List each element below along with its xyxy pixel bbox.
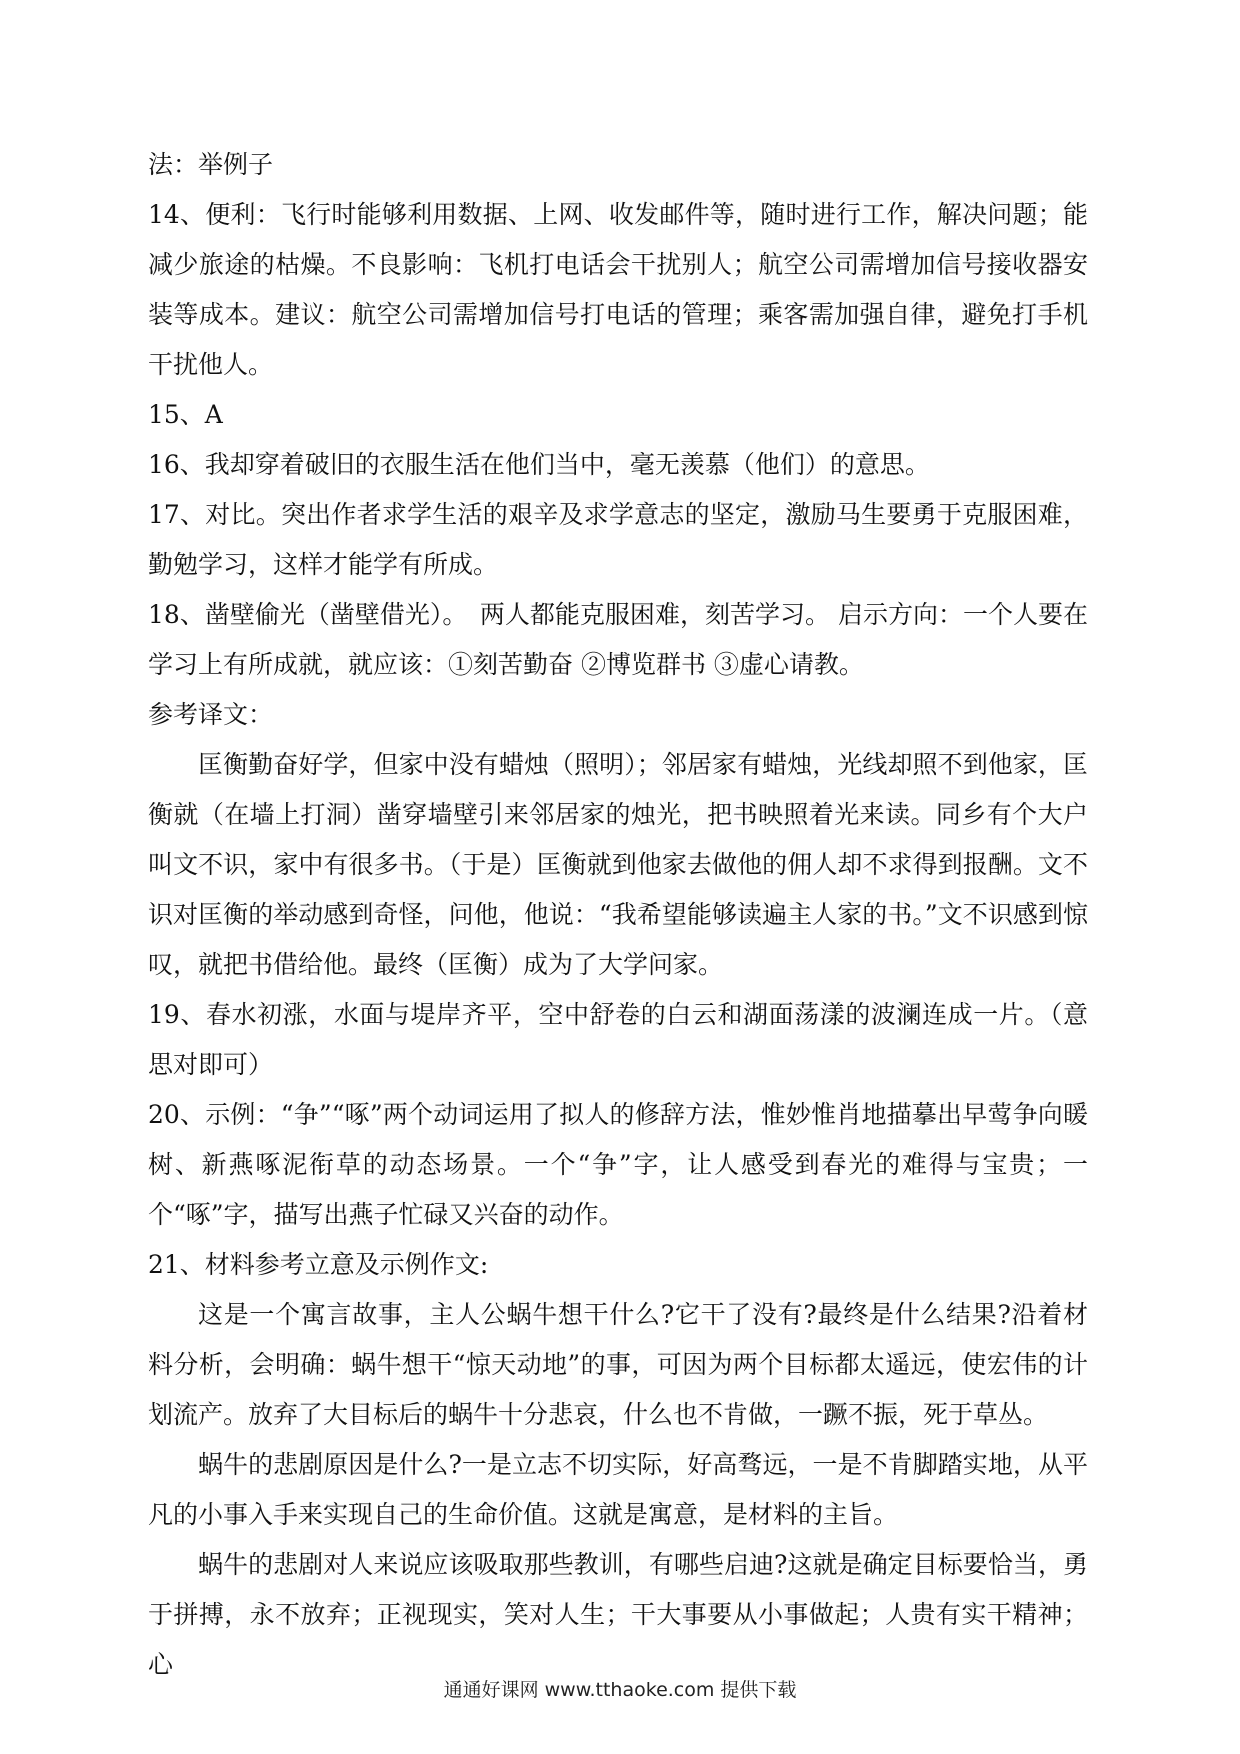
answer-16: 16、我却穿着破旧的衣服生活在他们当中，毫无羡慕（他们）的意思。	[148, 450, 930, 479]
answer-18: 18、凿壁偷光（凿壁借光）。 两人都能克服困难，刻苦学习。 启示方向：一个人要在学习上有所成就，就应该：①刻苦勤奋 ②博览群书 ③虚心请教。	[148, 600, 1088, 679]
essay-paragraph-3: 蜗牛的悲剧对人来说应该吸取那些教训，有哪些启迪?这就是确定目标要恰当，勇于拼搏，永不放弃；正视现实，笑对人生；干大事要从小事做起；人贵有实干精神；心	[148, 1550, 1088, 1679]
essay-paragraph-2: 蜗牛的悲剧原因是什么?一是立志不切实际，好高骛远，一是不肯脚踏实地，从平凡的小事入手来实现自己的生命价值。这就是寓意，是材料的主旨。	[148, 1450, 1088, 1529]
answer-15: 15、A	[148, 400, 223, 429]
answer-13-continued: 法：举例子	[148, 150, 274, 179]
essay-paragraph-1: 这是一个寓言故事，主人公蜗牛想干什么?它干了没有?最终是什么结果?沿着材料分析，会明确：蜗牛想干“惊天动地”的事，可因为两个目标都太遥远，使宏伟的计划流产。放弃了大目标后的蜗牛十分悲哀，什么也不肯做，一蹶不振，死于草丛。	[148, 1300, 1088, 1429]
answer-19: 19、春水初涨，水面与堤岸齐平，空中舒卷的白云和湖面荡漾的波澜连成一片。（意思对即可）	[148, 1000, 1088, 1079]
translation-heading: 参考译文：	[148, 700, 274, 729]
answer-20: 20、示例：“争”“啄”两个动词运用了拟人的修辞方法，惟妙惟肖地描摹出早莺争向暖树、新燕啄泥衔草的动态场景。一个“争”字，让人感受到春光的难得与宝贵；一个“啄”字，描写出燕子忙碌又兴奋的动作。	[148, 1100, 1088, 1229]
answer-17: 17、对比。突出作者求学生活的艰辛及求学意志的坚定，激励马生要勇于克服困难，勤勉学习，这样才能学有所成。	[148, 500, 1088, 579]
document-body	[148, 140, 1088, 1690]
translation-text: 匡衡勤奋好学，但家中没有蜡烛（照明）；邻居家有蜡烛，光线却照不到他家，匡衡就（在墙上打洞）凿穿墙壁引来邻居家的烛光，把书映照着光来读。同乡有个大户叫文不识，家中有很多书。（于是）匡衡就到他家去做他的佣人却不求得到报酬。文不识对匡衡的举动感到奇怪，问他，他说：“我希望能够读遍主人家的书。”文不识感到惊叹，就把书借给他。最终（匡衡）成为了大学问家。	[148, 750, 1088, 979]
answer-14: 14、便利：飞行时能够利用数据、上网、收发邮件等，随时进行工作，解决问题；能减少旅途的枯燥。不良影响：飞机打电话会干扰别人；航空公司需增加信号接收器安装等成本。建议：航空公司需增加信号打电话的管理；乘客需加强自律，避免打手机干扰他人。	[148, 200, 1088, 379]
answer-21: 21、材料参考立意及示例作文:	[148, 1250, 489, 1279]
page-footer: 通通好课网 www.tthaoke.com 提供下载	[443, 1679, 797, 1701]
